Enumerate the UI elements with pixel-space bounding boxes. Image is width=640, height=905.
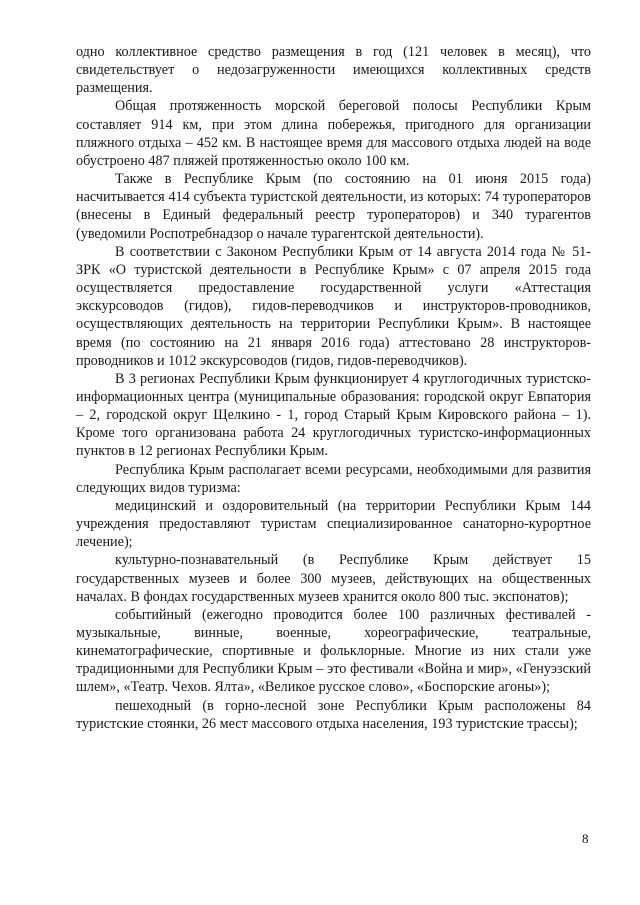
document-body [76,43,591,733]
paragraph-cultural-tourism: культурно-познавательный (в Республике Крым действует 15 государственных музеев и более 300 музеев, действующих на общественных началах. В фондах государственных музеев хранится около 800 тыс. экспонатов); [76,552,591,605]
paragraph-event-tourism: событийный (ежегодно проводится более 100 различных фестивалей - музыкальные, винные, военные, хореографические, театральные, кинематографические, спортивные и фольклорные. Многие из них стали уже традиционными для Республики Крым – это фестивали «Война и мир», «Генуэзский шлем», «Театр. Чехов. Ялта», «Великое русское слово», «Боспорские агоны»); [76,606,591,696]
page-number: 8 [582,831,589,846]
paragraph-info-centers: В 3 регионах Республики Крым функционирует 4 круглогодичных туристско-информационных центра (муниципальные образования: городской округ Евпатория – 2, городской округ Щелкино - 1, город Старый Крым Кировского района – 1). Кроме того организована работа 24 круглогодичных туристско-информационных пунктов в 12 регионах Республики Крым. [76,370,591,460]
paragraph-hiking-tourism: пешеходный (в горно-лесной зоне Республики Крым расположены 84 туристские стоянки, 26 мест массового отдыха населения, 193 туристские трассы); [76,697,591,732]
paragraph-coastline: Общая протяженность морской береговой полосы Республики Крым составляет 914 км, при этом длина побережья, пригодного для организации пляжного отдыха – 452 км. В настоящее время для массового отдыха людей на воде обустроено 487 пляжей протяженностью около 100 км. [76,98,591,169]
paragraph-guide-certification: В соответствии с Законом Республики Крым от 14 августа 2014 года № 51-ЗРК «О туристской деятельности в Республике Крым» с 07 апреля 2015 года осуществляется предоставление государственной услуги «Аттестация экскурсоводов (гидов), гидов-переводчиков и инструкторов-проводников, осуществляющих деятельность на территории Республики Крым». В настоящее время (по состоянию на 21 января 2016 года) аттестовано 28 инструкторов-проводников и 1012 экскурсоводов (гидов, гидов-переводчиков). [76,243,591,369]
paragraph-medical-tourism: медицинский и оздоровительный (на территории Республики Крым 144 учреждения предоставляют туристам специализированное санаторно-курортное лечение); [76,497,591,551]
paragraph-tourism-types-intro: Республика Крым располагает всеми ресурсами, необходимыми для развития следующих видов туризма: [76,461,591,496]
paragraph-accommodation-continuation: одно коллективное средство размещения в год (121 человек в месяц), что свидетельствует о недозагруженности имеющихся коллективных средств размещения. [76,44,591,97]
paragraph-tour-operators: Также в Республике Крым (по состоянию на 01 июня 2015 года) насчитывается 414 субъекта туристской деятельности, из которых: 74 туроператоров (внесены в Единый федеральный реестр туроператоров) и 340 турагентов (уведомили Роспотребнадзор о начале турагентской деятельности). [76,171,591,242]
